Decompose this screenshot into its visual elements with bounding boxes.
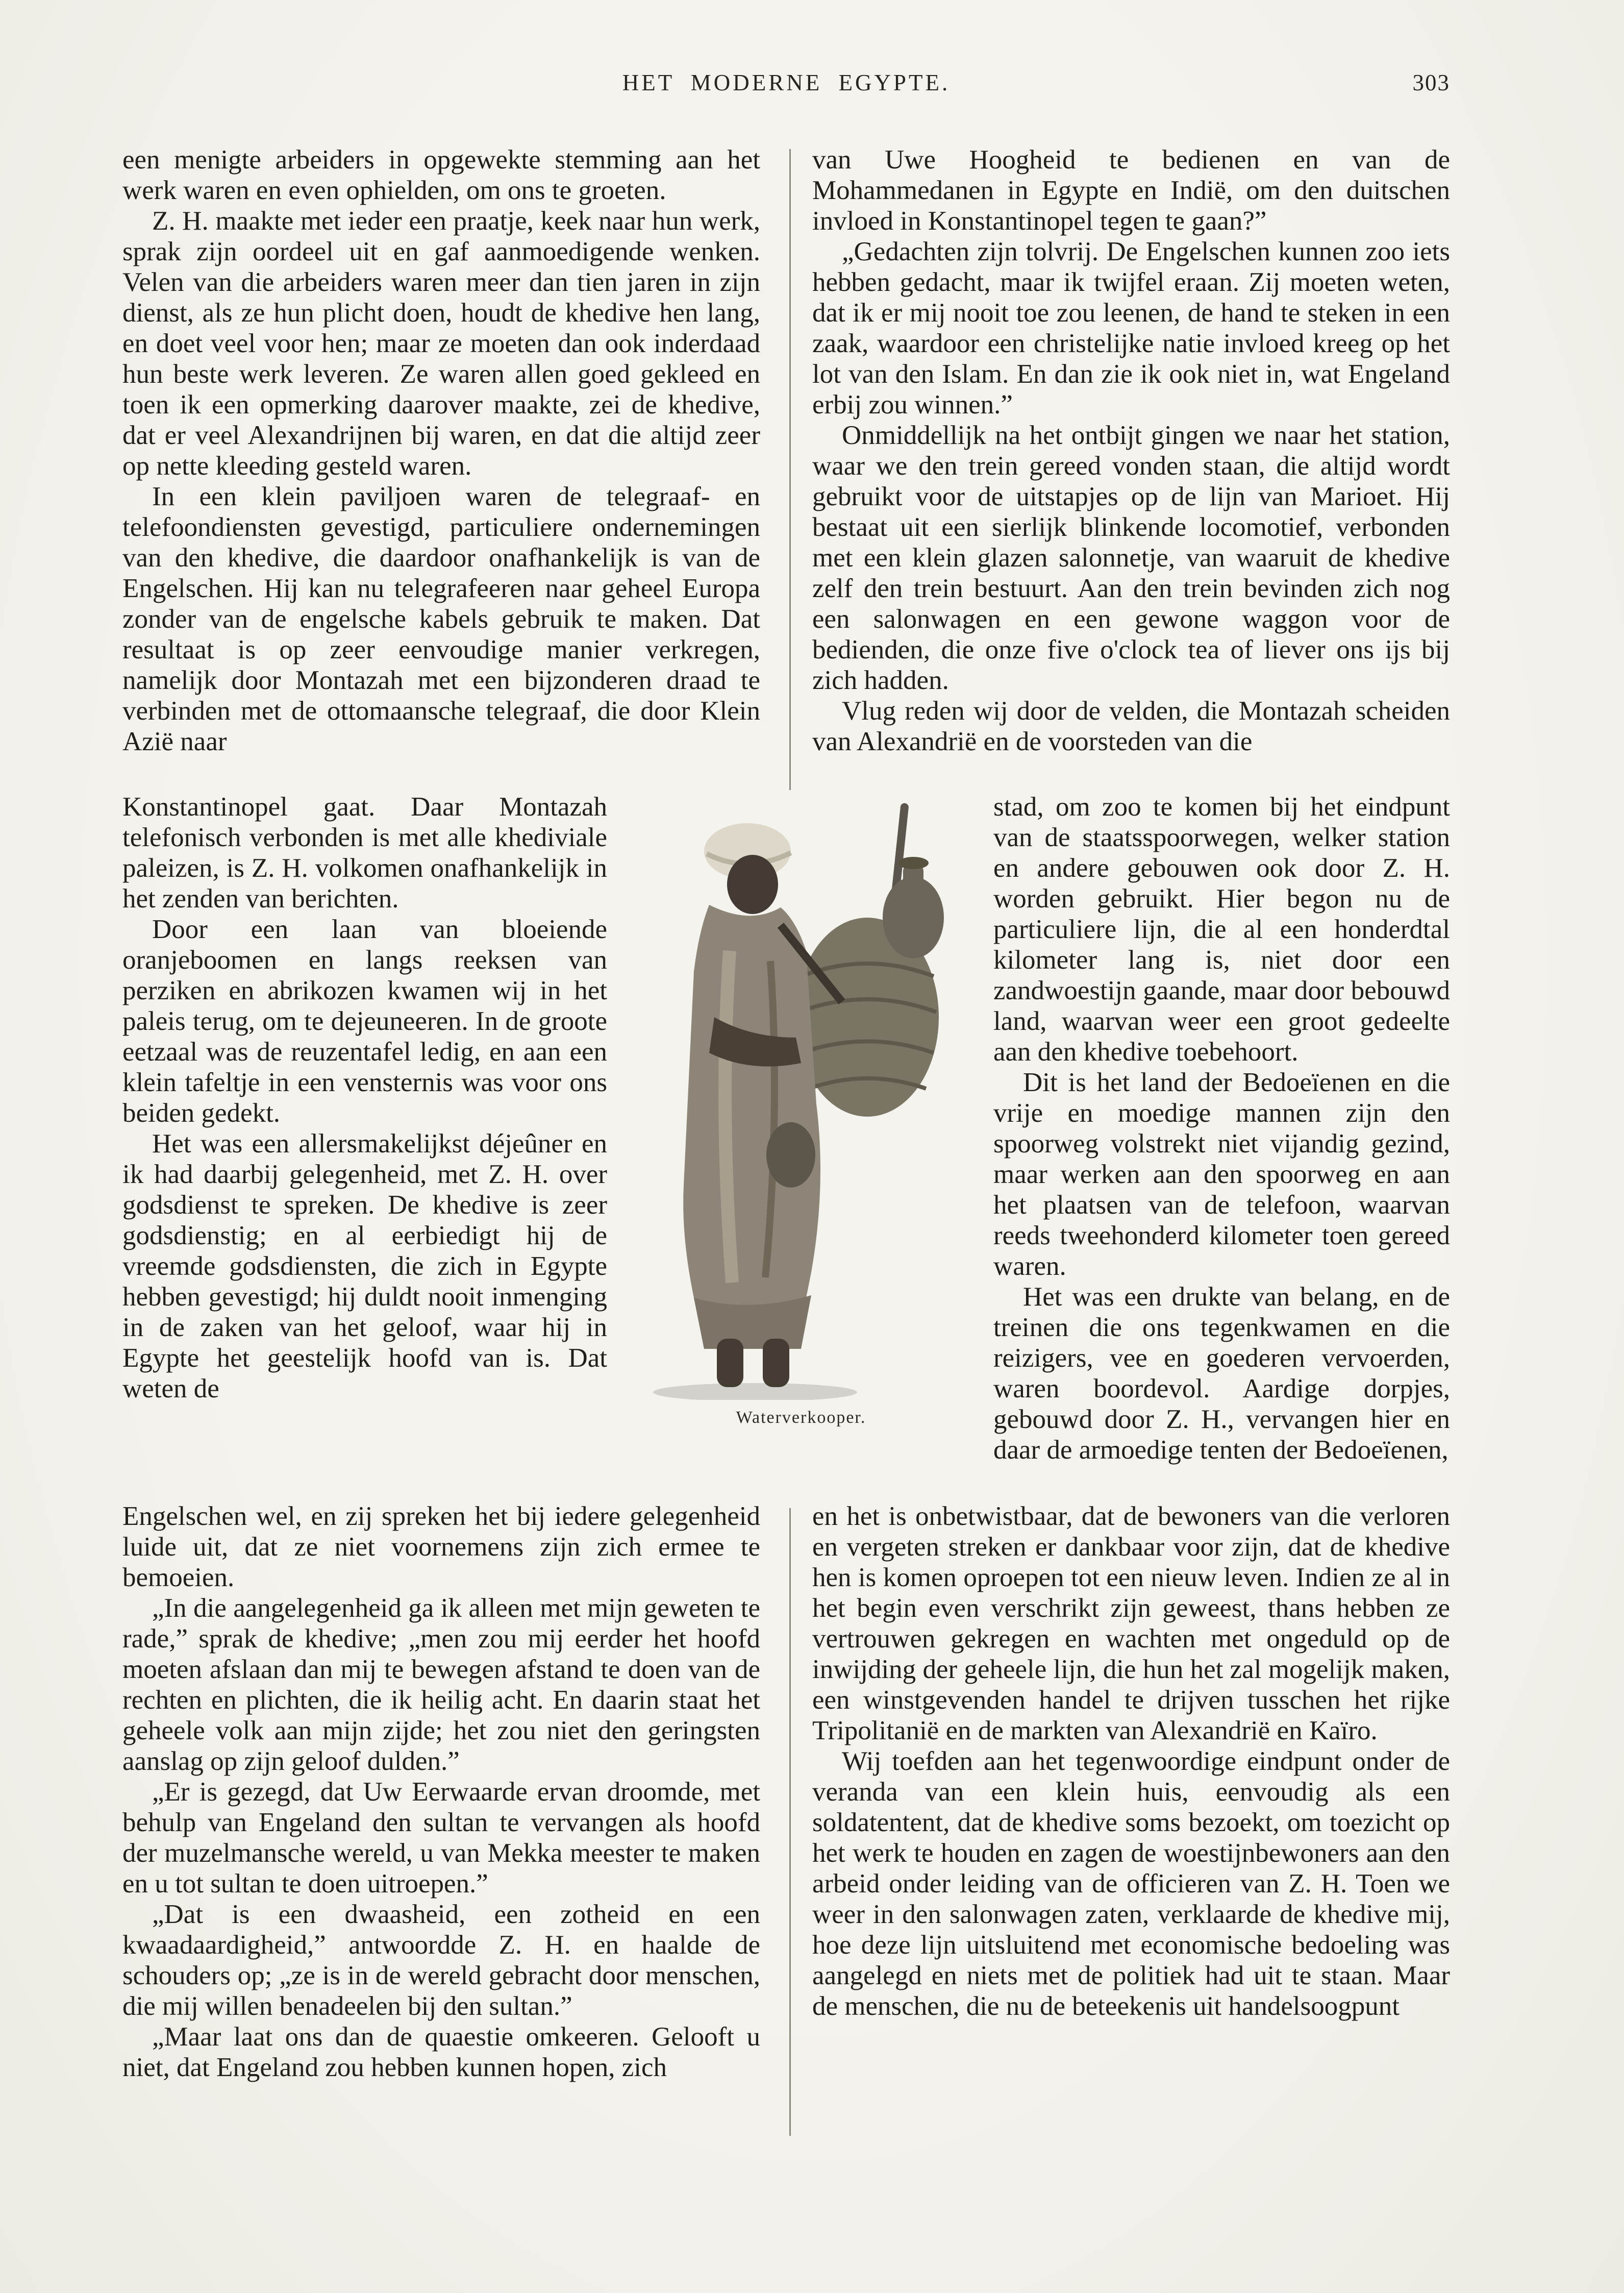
right-column-bottom-segment <box>812 1501 1450 2021</box>
paragraph: In een klein paviljoen waren de telegraaf- en telefoondiensten gevestigd, particuliere ondernemingen van den khedive, die daardoor onafhankelijk is van de Engelschen. Hij kan nu telegrafeeren naar geheel Europa zonder van de engelsche kabels gebruik te maken. Dat resultaat is op zeer eenvoudige manier verkregen, namelijk door Montazah met een bijzonderen draad te verbinden met de ottomaansche telegraaf, die door Klein Azië naar <box>122 482 760 756</box>
column-rule-top <box>789 149 791 790</box>
paragraph: Z. H. maakte met ieder een praatje, keek naar hun werk, sprak zijn oordeel uit en gaf aanmoedigende wenken. Velen van die arbeiders waren meer dan tien jaren in zijn dienst, als ze hun plicht doen, houdt de khedive hen lang, en doet veel voor hen; maar ze moeten dan ook inderdaad hun beste werk leveren. Ze waren allen goed gekleed en toen ik een opmerking daarover maakte, zei de khedive, dat er veel Alexandrijnen bij waren, en dat die altijd zeer op nette kleeding gesteld waren. <box>122 206 760 481</box>
paragraph: „Gedachten zijn tolvrij. De Engelschen kunnen zoo iets hebben gedacht, maar ik twijfel eraan. Zij moeten weten, dat ik er mij nooit toe zou leenen, de hand te steken in een zaak, waardoor een christelijke natie invloed kreeg op het lot van den Islam. En dan zie ik ook niet in, wat Engeland erbij zou winnen.” <box>812 237 1450 420</box>
left-column-top-segment <box>122 144 760 792</box>
water-seller-photo <box>628 798 975 1400</box>
left-column-bottom-segment <box>122 1501 760 2083</box>
right-column-top-segment <box>812 144 1450 792</box>
paragraph: Door een laan van bloeiende oranjeboomen en langs reeksen van perziken en abrikozen kwamen wij in het paleis terug, om te dejeuneeren. In de groote eetzaal was de reuzentafel ledig, en aan een klein tafeltje in een vensternis was voor ons beiden gedekt. <box>122 915 607 1128</box>
paragraph: en het is onbetwistbaar, dat de bewoners van die verloren en vergeten streken er dankbaar voor zijn, dat de khedive hen is komen oproepen tot een nieuw leven. Indien ze al in het begin even verschrikt zijn geweest, thans hebben ze vertrouwen gekregen en wachten met ongeduld op de inwijding der geheele lijn, die hun het zal mogelijk maken, een winstgevenden handel te drijven tusschen het rijke Tripolitanië en de markten van Alexandrië en Kaïro. <box>812 1501 1450 1745</box>
right-column-beside-figure-segment <box>993 792 1450 1501</box>
paragraph: Het was een drukte van belang, en de treinen die ons tegenkwamen en die reizigers, vee en goederen vervoerden, waren boordevol. Aardige dorpjes, gebouwd door Z. H., vervangen hier en daar de armoedige tenten der Bedoeïenen, <box>993 1282 1450 1465</box>
paragraph: een menigte arbeiders in opgewekte stemming aan het werk waren en even ophielden, om ons te groeten. <box>122 145 760 205</box>
paragraph: Dit is het land der Bedoeïenen en die vrije en moedige mannen zijn den spoorweg volstrekt niet vijandig gezind, maar werken aan den spoorweg en aan het plaatsen van de telefoon, waarvan reeds tweehonderd kilometer toen gereed waren. <box>993 1068 1450 1281</box>
page-title: HET MODERNE EGYPTE. <box>622 70 951 95</box>
paragraph: Wij toefden aan het tegenwoordige eindpunt onder de veranda van een klein huis, eenvoudig als een soldatentent, dat de khedive soms bezoekt, om toezicht op het werk te houden en zagen de woestijnbewoners aan den arbeid onder leiding van de officieren van Z. H. Toen we weer in den salonwagen zaten, verklaarde de khedive mij, hoe deze lijn uitsluitend met economische bedoeling was aangelegd en niets met de politiek had uit te staan. Maar de menschen, die nu de beteekenis uit handelsoogpunt <box>812 1746 1450 2021</box>
page-header <box>122 69 1450 102</box>
paragraph: „Maar laat ons dan de quaestie omkeeren. Gelooft u niet, dat Engeland zou hebben kunnen hopen, zich <box>122 2022 760 2082</box>
paragraph: „In die aangelegenheid ga ik alleen met mijn geweten te rade,” sprak de khedive; „men zou mij eerder het hoofd moeten afslaan dan mij te bewegen afstand te doen van de rechten en plichten, die ik heilig acht. En daarin staat het geheele volk aan mijn zijde; het zou niet den geringsten aanslag op zijn geloof dulden.” <box>122 1593 760 1776</box>
paragraph: van Uwe Hoogheid te bedienen en van de Mohammedanen in Egypte en Indië, om den duitschen invloed in Konstantinopel tegen te gaan?” <box>812 145 1450 236</box>
paragraph: „Dat is een dwaasheid, een zotheid en een kwaadaardigheid,” antwoordde Z. H. en haalde de schouders op; „ze is in de wereld gebracht door menschen, die mij willen benadeelen bij den sultan.” <box>122 1900 760 2021</box>
paragraph: Vlug reden wij door de velden, die Montazah scheiden van Alexandrië en de voorsteden van die <box>812 696 1450 756</box>
paragraph: Het was een allersmakelijkst déjeûner en ik had daarbij gelegenheid, met Z. H. over godsdienst te spreken. De khedive is zeer godsdienstig; en al eerbiedigt hij de vreemde godsdiensten, die zich in Egypte hebben gevestigd; hij duldt nooit inmenging in de zaken van het geloof, waar hij in Egypte het geestelijk hoofd van is. Dat weten de <box>122 1129 607 1403</box>
paragraph: Onmiddellijk na het ontbijt gingen we naar het station, waar we den trein gereed vonden staan, die altijd wordt gebruikt voor de uitstapjes op de lijn van Marioet. Hij bestaat uit een sierlijk blinkende locomotief, verbonden met een klein glazen salonnetje, van waaruit de khedive zelf den trein bestuurt. Aan den trein bevinden zich nog een salonwagen en een gewone waggon voor de bedienden, die onze five o'clock tea of liever ons ijs bij zich hadden. <box>812 421 1450 695</box>
page-number: 303 <box>1412 70 1450 95</box>
water-seller-figure <box>628 798 975 1427</box>
left-column-beside-figure-segment <box>122 792 607 1501</box>
paragraph: Konstantinopel gaat. Daar Montazah telefonisch verbonden is met alle khediviale paleizen, is Z. H. volkomen onafhankelijk in het zenden van berichten. <box>122 792 607 914</box>
column-rule-bottom <box>789 1508 791 2136</box>
figure-caption: Waterverkooper. <box>736 1408 866 1427</box>
paragraph: Engelschen wel, en zij spreken het bij iedere gelegenheid luide uit, dat ze niet voornemens zijn zich ermee te bemoeien. <box>122 1501 760 1592</box>
paragraph: „Er is gezegd, dat Uw Eerwaarde ervan droomde, met behulp van Engeland den sultan te vervangen als hoofd der muzelmansche wereld, u van Mekka meester te maken en u tot sultan te doen uitroepen.” <box>122 1777 760 1898</box>
paragraph: stad, om zoo te komen bij het eindpunt van de staatsspoorwegen, welker station en andere gebouwen ook door Z. H. worden gebruikt. Hier begon nu de particuliere lijn, die al een honderdtal kilometer lang is, niet door een zandwoestijn gaande, maar door bebouwd land, waarvan weer een groot gedeelte aan den khedive toebehoort. <box>993 792 1450 1067</box>
